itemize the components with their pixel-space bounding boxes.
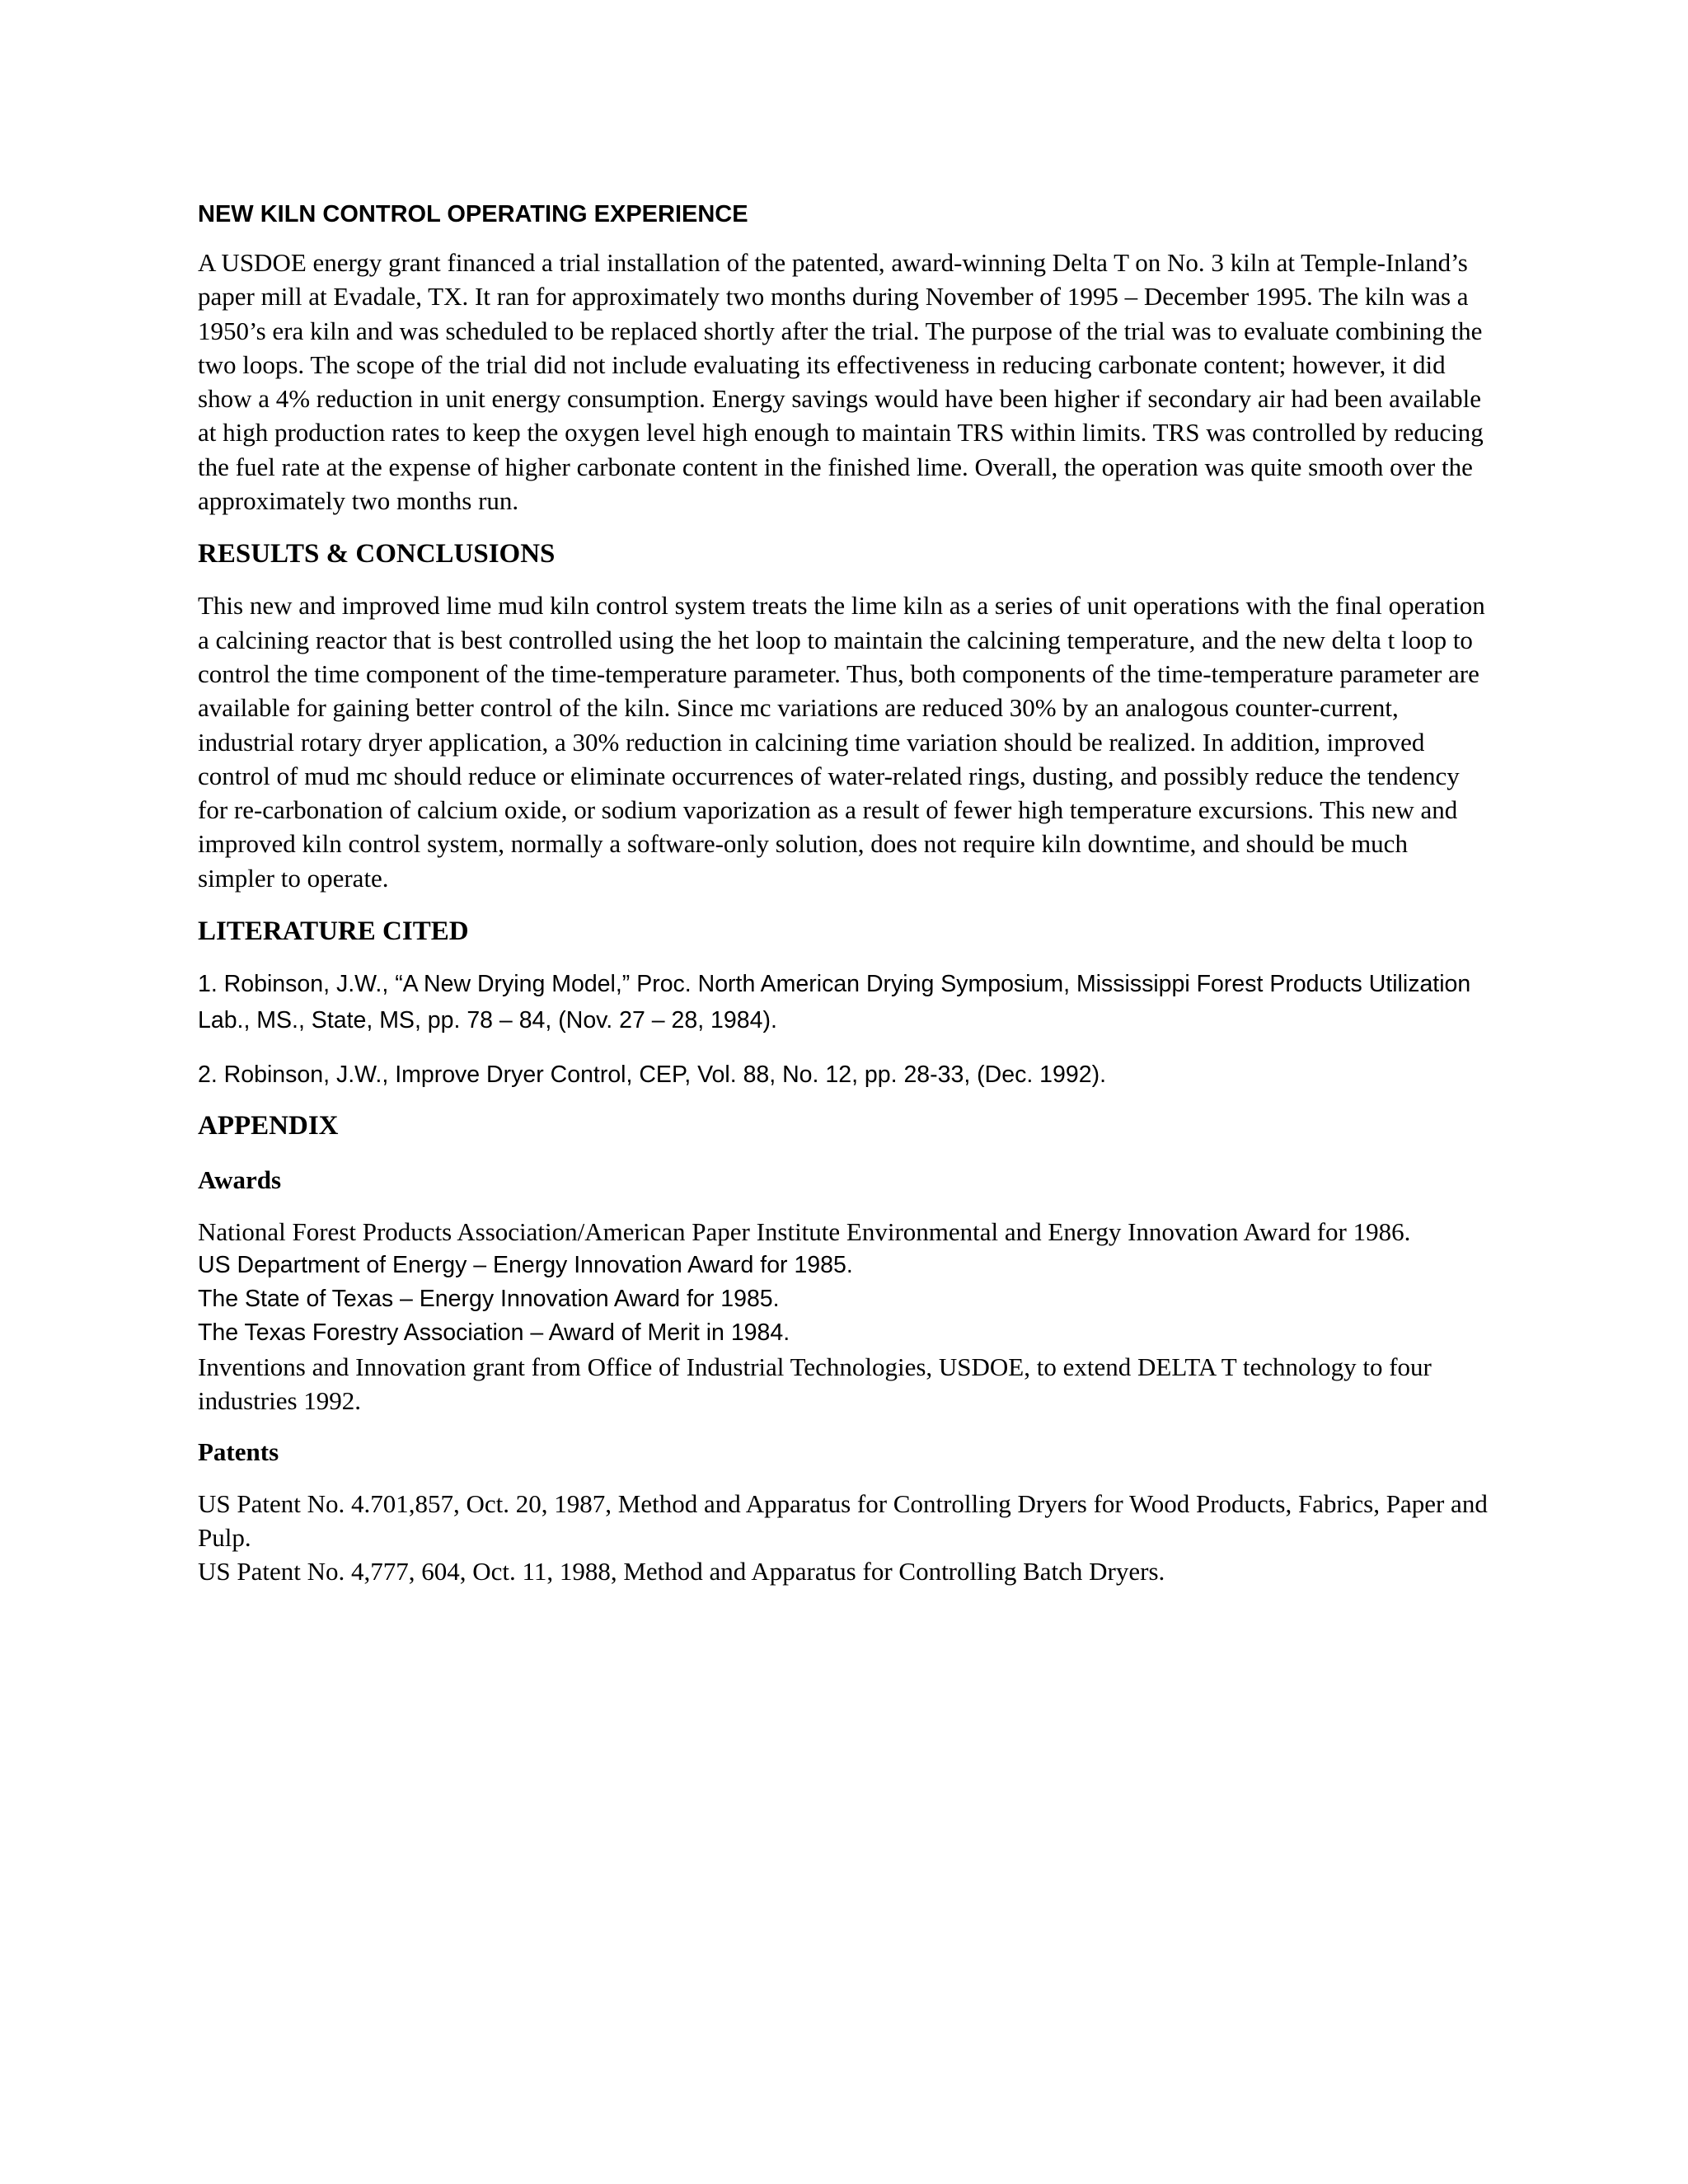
award-item: National Forest Products Association/American Paper Institute Environmental and Energy Innovation Award for 1986. <box>198 1217 1411 1247</box>
award-item: US Department of Energy – Energy Innovation Award for 1985. <box>198 1252 853 1279</box>
reference-2: 2. Robinson, J.W., Improve Dryer Control, CEP, Vol. 88, No. 12, pp. 28-33, (Dec. 1992). <box>198 1062 1106 1089</box>
heading-appendix: APPENDIX <box>198 1111 339 1141</box>
patent-item: US Patent No. 4,777, 604, Oct. 11, 1988, Method and Apparatus for Controlling Batch Dryers. <box>198 1557 1165 1586</box>
heading-operating-experience: NEW KILN CONTROL OPERATING EXPERIENCE <box>198 201 748 227</box>
award-item: The State of Texas – Energy Innovation Award for 1985. <box>198 1286 780 1313</box>
heading-literature-cited: LITERATURE CITED <box>198 916 469 947</box>
heading-awards: Awards <box>198 1165 282 1195</box>
heading-results-conclusions: RESULTS & CONCLUSIONS <box>198 539 556 569</box>
award-item: The Texas Forestry Association – Award of Merit in 1984. <box>198 1319 790 1347</box>
awards-list <box>198 1215 1488 1418</box>
patent-item: US Patent No. 4.701,857, Oct. 20, 1987, Method and Apparatus for Controlling Dryers for Wood Products, Fabrics, Paper and Pulp. <box>198 1489 1488 1553</box>
patents-list <box>198 1487 1488 1588</box>
page-content <box>198 198 1488 1588</box>
paragraph-results-conclusions: This new and improved lime mud kiln control system treats the lime kiln as a series of unit operations with the final operation a calcining reactor that is best controlled using the het loop to maintain the calcining temperature, and the new delta t loop to control the time component of the time-temperature parameter. Thus, both components of the time-temperature parameter are available for gaining better control of the kiln. Since mc variations are reduced 30% by an analogous counter-current, industrial rotary dryer application, a 30% reduction in calcining time variation should be realized. In addition, improved control of mud mc should reduce or eliminate occurrences of water-related rings, dusting, and possibly reduce the tendency for re-carbonation of calcium oxide, or sodium vaporization as a result of fewer high temperature excursions. This new and improved kiln control system, normally a software-only solution, does not require kiln downtime, and should be much simpler to operate. <box>198 591 1485 893</box>
paragraph-operating-experience: A USDOE energy grant financed a trial installation of the patented, award-winning Delta T on No. 3 kiln at Temple-Inland’s paper mill at Evadale, TX. It ran for approximately two months during November of 1995 – December 1995. The kiln was a 1950’s era kiln and was scheduled to be replaced shortly after the trial. The purpose of the trial was to evaluate combining the two loops. The scope of the trial did not include evaluating its effectiveness in reducing carbonate content; however, it did show a 4% reduction in unit energy consumption. Energy savings would have been higher if secondary air had been available at high production rates to keep the oxygen level high enough to maintain TRS within limits. TRS was controlled by reducing the fuel rate at the expense of higher carbonate content in the finished lime. Overall, the operation was quite smooth over the approximately two months run. <box>198 248 1484 516</box>
reference-1: 1. Robinson, J.W., “A New Drying Model,” Proc. North American Drying Symposium, Mississippi Forest Products Utilization Lab., MS., State, MS, pp. 78 – 84, (Nov. 27 – 28, 1984). <box>198 971 1471 1034</box>
heading-patents: Patents <box>198 1437 279 1467</box>
award-item: Inventions and Innovation grant from Office of Industrial Technologies, USDOE, to extend DELTA T technology to four industries 1992. <box>198 1352 1432 1416</box>
